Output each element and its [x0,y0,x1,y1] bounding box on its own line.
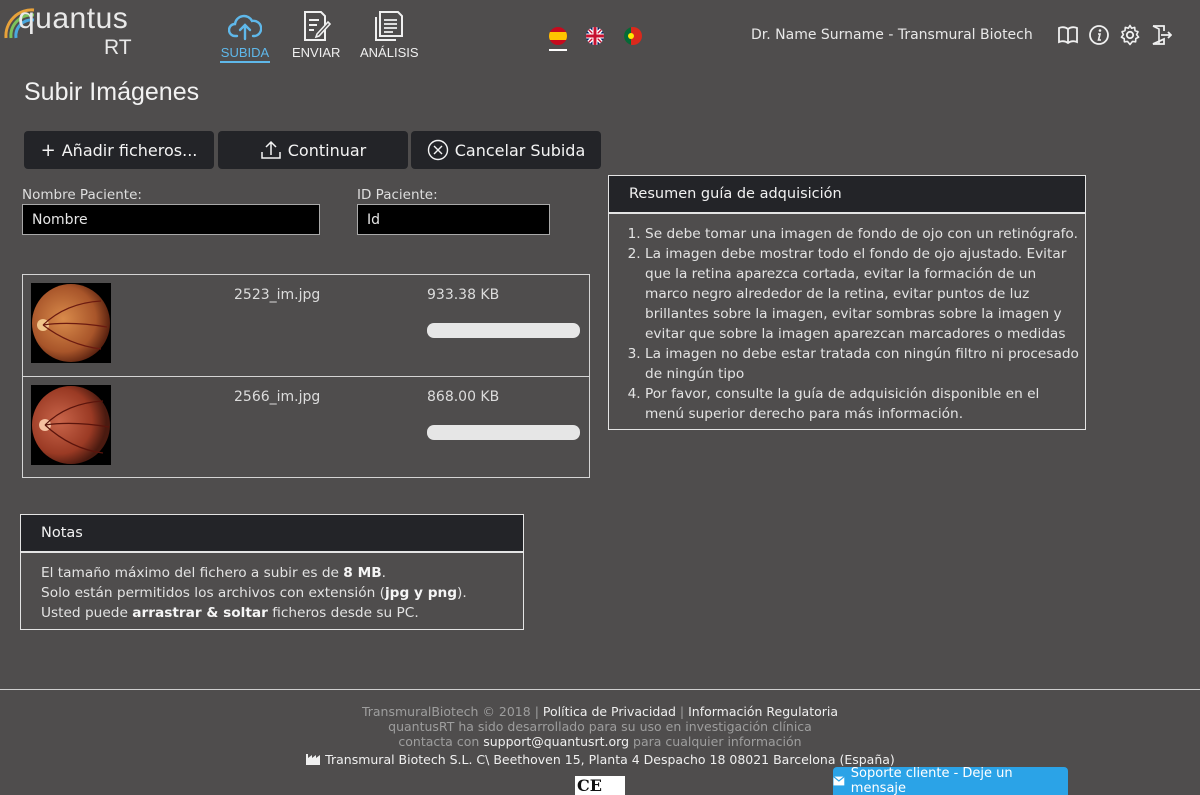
file-thumbnail [31,385,111,465]
support-chat-button[interactable] [833,767,1068,795]
notes-line: Solo están permitidos los archivos con extensión (jpg y png). [41,585,467,601]
file-name: 2566_im.jpg [234,389,321,405]
copyright: TransmuralBiotech © 2018 [361,704,531,719]
nav-analisis-label: ANÁLISIS [360,45,419,60]
document-edit-icon [301,10,331,42]
upload-icon [260,140,282,160]
nav-subida-label: SUBIDA [220,45,270,63]
guide-item: 2. La imagen debe mostrar todo el fondo de ojo ajustado. Evitar que la retina aparezca cortada, evitar la formación de un marco negro alrededor de la retina, evitar puntos de luz brillantes sobre la imagen, evitar sombras sobre la imagen y evitar que sobre la imagen aparezcan marcadores o medidas [645,244,1079,344]
plus-icon: + [40,139,56,161]
es-flag-icon[interactable] [547,25,569,47]
add-files-label: Añadir ficheros... [61,140,198,160]
language-active-indicator [549,49,567,51]
ce-mark: CE [575,776,625,795]
notes-panel [20,514,524,630]
gear-icon[interactable] [1119,24,1141,46]
acquisition-guide-panel [608,175,1086,430]
regulatory-link[interactable]: Información Regulatoria [688,704,839,719]
notes-body [21,553,523,623]
close-circle-icon [427,139,449,161]
nav-enviar[interactable] [292,8,340,60]
book-icon[interactable] [1057,24,1079,46]
footer: TransmuralBiotech © 2018 | Política de Privacidad | Información Regulatoria quantusRT ha sido desarrollado para su uso en investigación clínica contacta con support@quantusrt.org para cualquier información Transmural Biotech S.L. C\ Beethoven 15, Planta 4 Despacho 18 08021 Barcelona (España) [0,704,1200,767]
cancel-upload-button[interactable] [411,131,601,169]
add-files-button[interactable] [24,131,214,169]
footer-divider [0,689,1200,690]
continue-label: Continuar [287,140,367,160]
file-list [22,274,590,478]
nav-enviar-label: ENVIAR [292,45,341,60]
logout-icon[interactable] [1150,24,1172,46]
pt-flag-icon[interactable] [622,25,644,47]
info-icon[interactable] [1088,24,1110,46]
research-disclaimer: quantusRT ha sido desarrollado para su uso en investigación clínica [388,719,812,734]
page-title: Subir Imágenes [24,78,200,106]
acquisition-guide-list [645,224,1079,424]
file-size: 933.38 KB [427,287,500,303]
patient-name-label: Nombre Paciente: [22,187,142,203]
file-name: 2523_im.jpg [234,287,321,303]
support-chat-label: Soporte cliente - Deje un mensaje [850,766,1013,795]
nav-analisis[interactable] [360,8,419,60]
support-email-link[interactable]: support@quantusrt.org [483,734,630,749]
acquisition-guide-title: Resumen guía de adquisición [609,176,1085,214]
logo-text: quantus [18,2,129,35]
file-size: 868.00 KB [427,389,500,405]
factory-icon [305,751,321,765]
file-thumbnail [31,283,111,363]
patient-id-label: ID Paciente: [357,187,438,203]
nav-subida[interactable] [220,8,270,63]
notes-line: El tamaño máximo del fichero a subir es de 8 MB. [41,565,386,581]
notes-title: Notas [21,515,523,553]
envelope-icon [833,776,845,786]
user-name[interactable]: Dr. Name Surname - Transmural Biotech [751,27,1033,43]
guide-item: 1. Se debe tomar una imagen de fondo de ojo con un retinógrafo. [645,224,1079,244]
patient-id-input[interactable]: Id [357,204,550,235]
patient-name-input[interactable]: Nombre [22,204,320,235]
file-row[interactable] [23,275,589,376]
cancel-upload-label: Cancelar Subida [454,140,586,160]
notes-line: Usted puede arrastrar & soltar ficheros desde su PC. [41,605,419,621]
cloud-upload-icon [228,12,262,42]
guide-item: 3. La imagen no debe estar tratada con ningún filtro ni procesado de ningún tipo [645,344,1079,384]
documents-icon [372,10,404,42]
company-address: Transmural Biotech S.L. C\ Beethoven 15, Planta 4 Despacho 18 08021 Barcelona (España) [0,751,1200,767]
retina-image-icon [31,283,111,363]
quantus-logo[interactable] [4,4,144,60]
upload-progress-bar [427,425,580,440]
upload-progress-bar [427,323,580,338]
file-row[interactable] [23,376,589,477]
gb-flag-icon[interactable] [584,25,606,47]
continue-button[interactable] [218,131,408,169]
retina-image-icon [31,385,111,465]
privacy-link[interactable]: Política de Privacidad [542,704,676,719]
guide-item: 4. Por favor, consulte la guía de adquisición disponible en el menú superior derecho para más información. [645,384,1079,424]
logo-subtext: RT [104,36,132,59]
